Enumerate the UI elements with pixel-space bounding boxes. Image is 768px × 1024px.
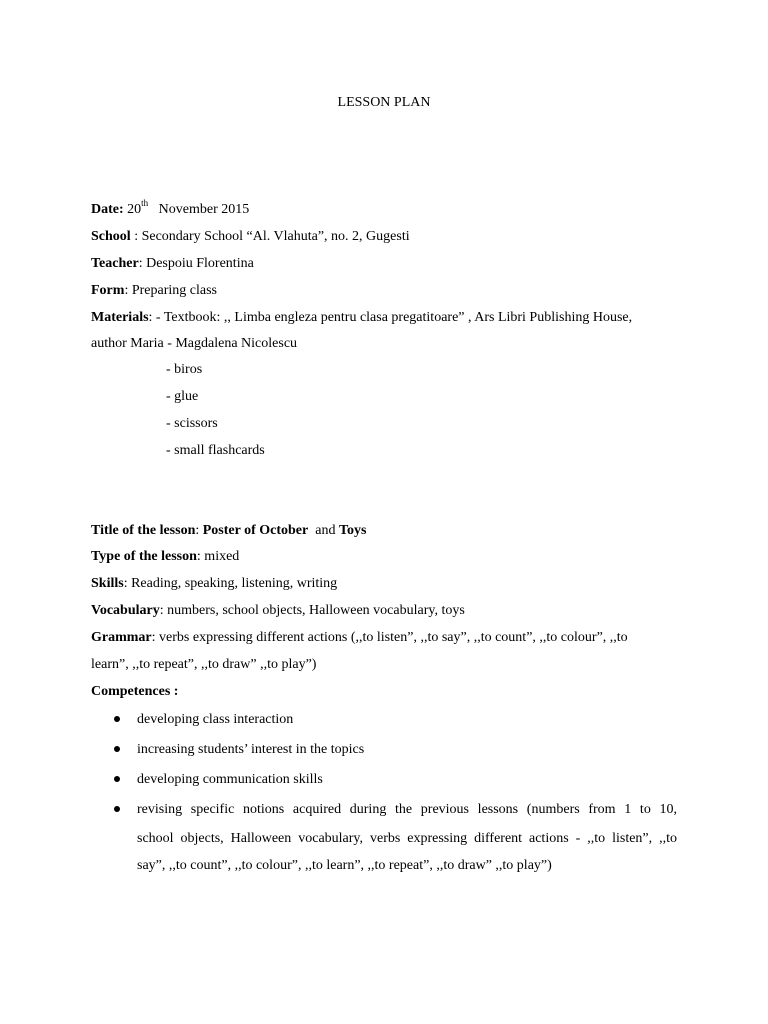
grammar-label: Grammar: [91, 630, 152, 645]
competence-item: increasing students’ interest in the topics: [137, 742, 365, 757]
grammar-line: [91, 629, 628, 647]
competence-item: developing class interaction: [137, 712, 294, 727]
competence-item-line: say”, ,,to count”, ,,to colour”, ,,to learn”, ,,to repeat”, ,,to draw” ,,to play”): [137, 858, 552, 873]
school-value: : Secondary School “Al. Vlahuta”, no. 2, Gugesti: [134, 229, 410, 244]
bullet-icon: [114, 746, 120, 752]
date-label: Date:: [91, 202, 124, 217]
bullet-icon: [114, 716, 120, 722]
materials-item: - scissors: [166, 416, 218, 431]
materials-line2: author Maria - Magdalena Nicolescu: [91, 336, 298, 351]
teacher-label: Teacher: [91, 256, 139, 271]
skills-label: Skills: [91, 576, 124, 591]
teacher-value: : Despoiu Florentina: [138, 256, 254, 271]
lesson-title-label: Title of the lesson: [91, 523, 196, 538]
date-rest: November 2015: [158, 202, 250, 217]
materials-item: - small flashcards: [166, 443, 265, 458]
grammar-line1: : verbs expressing different actions (,,to listen”, ,,to say”, ,,to count”, ,,to colour”, ,,to: [151, 630, 628, 645]
skills-line: [91, 575, 337, 593]
materials-item: - glue: [166, 389, 199, 404]
lesson-type-value: : mixed: [196, 549, 240, 564]
page-title: LESSON PLAN: [337, 95, 431, 110]
form-line: [91, 282, 217, 300]
materials-item: - biros: [166, 362, 203, 377]
vocabulary-line: [91, 602, 465, 620]
lesson-title-line: [91, 522, 366, 540]
date-day: 20: [127, 202, 142, 217]
date-suffix: th: [141, 198, 149, 209]
form-label: Form: [91, 283, 125, 298]
lesson-title-and: and: [308, 523, 339, 538]
competence-item-line: school objects, Halloween vocabulary, verbs expressing different actions - ,,to listen”, ,,to: [137, 831, 677, 846]
competences-heading: Competences :: [91, 684, 179, 699]
form-value: : Preparing class: [124, 283, 217, 298]
materials-line1: : - Textbook: ,, Limba engleza pentru clasa pregatitoare” , Ars Libri Publishing House,: [148, 310, 633, 325]
date-line: [91, 198, 250, 219]
competence-item: developing communication skills: [137, 772, 323, 787]
vocabulary-label: Vocabulary: [91, 603, 160, 618]
lesson-type-line: [91, 548, 239, 566]
school-line: [91, 228, 410, 246]
grammar-line2: learn”, ,,to repeat”, ,,to draw” ,,to play”): [91, 657, 317, 672]
competence-item-line: revising specific notions acquired during the previous lessons (numbers from 1 to 10,: [137, 802, 677, 817]
vocabulary-value: : numbers, school objects, Halloween vocabulary, toys: [159, 603, 465, 618]
lesson-title-part1: Poster of October: [202, 523, 309, 538]
skills-value: : Reading, speaking, listening, writing: [123, 576, 338, 591]
lesson-title-sep: :: [195, 523, 203, 538]
materials-line: [91, 309, 632, 327]
bullet-icon: [114, 776, 120, 782]
lesson-title-part2: Toys: [338, 523, 367, 538]
school-label: School: [91, 229, 131, 244]
bullet-icon: [114, 806, 120, 812]
teacher-line: [91, 255, 254, 273]
materials-label: Materials: [91, 310, 149, 325]
lesson-type-label: Type of the lesson: [91, 549, 197, 564]
